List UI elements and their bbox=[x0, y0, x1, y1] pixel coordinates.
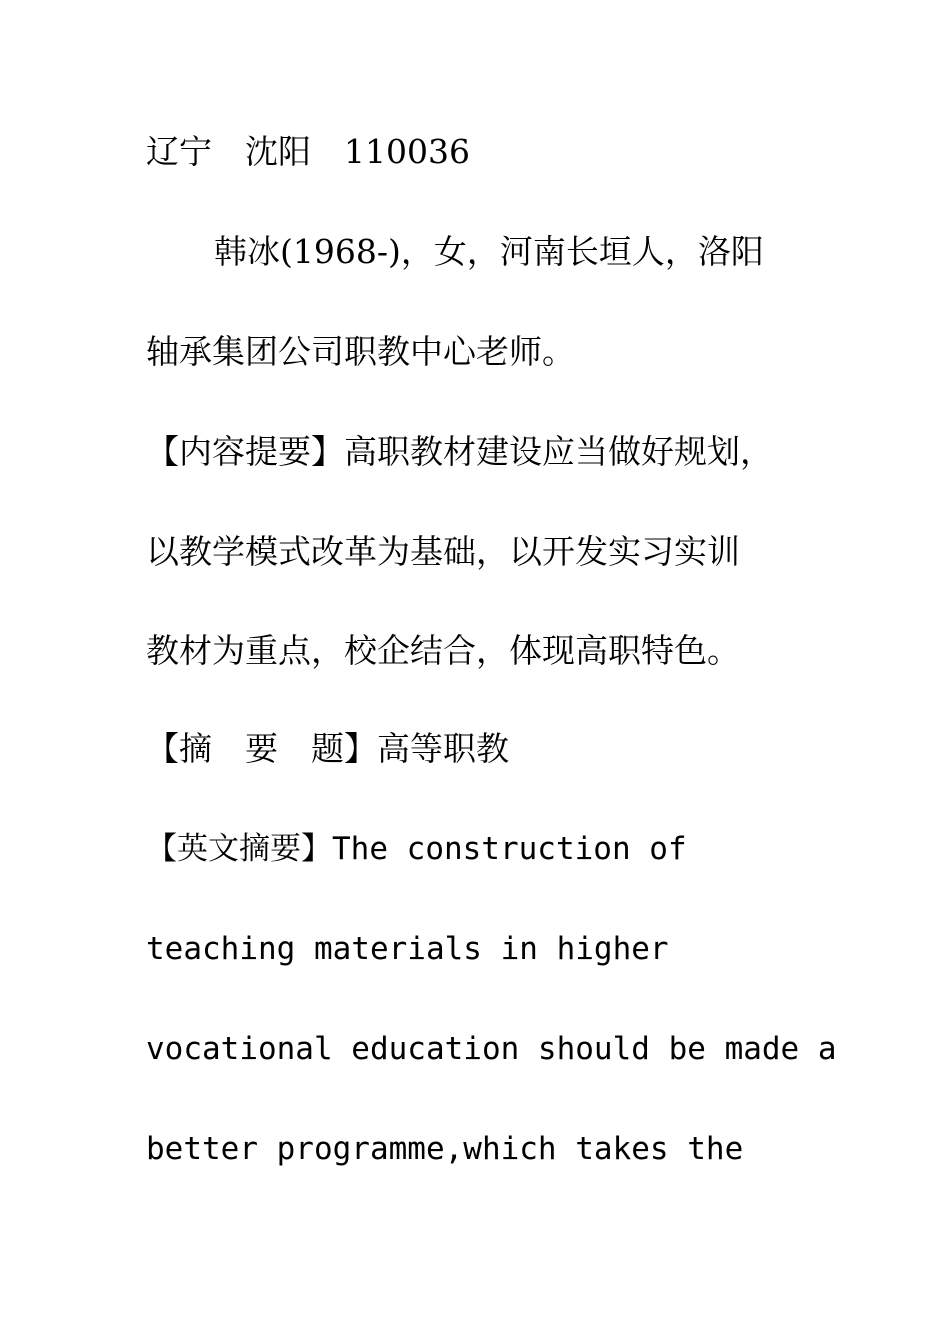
address-line: 辽宁 沈阳 110036 bbox=[146, 132, 470, 171]
english-abstract-line-4: better programme,which takes the bbox=[146, 1131, 744, 1167]
abstract-line-3: 教材为重点，校企结合，体现高职特色。 bbox=[146, 631, 740, 670]
english-abstract-line-2: teaching materials in higher bbox=[146, 931, 669, 967]
abstract-line-2: 以教学模式改革为基础，以开发实习实训 bbox=[146, 532, 740, 571]
keywords-line: 【摘 要 题】高等职教 bbox=[146, 729, 509, 768]
english-abstract-line-1: 【英文摘要】The construction of bbox=[146, 831, 687, 867]
author-bio-line-1: 韩冰(1968-)，女，河南长垣人，洛阳 bbox=[214, 232, 764, 271]
abstract-line-1: 【内容提要】高职教材建设应当做好规划， bbox=[146, 432, 773, 471]
author-bio-line-2: 轴承集团公司职教中心老师。 bbox=[146, 332, 575, 371]
english-abstract-line-3: vocational education should be made a bbox=[146, 1031, 837, 1067]
